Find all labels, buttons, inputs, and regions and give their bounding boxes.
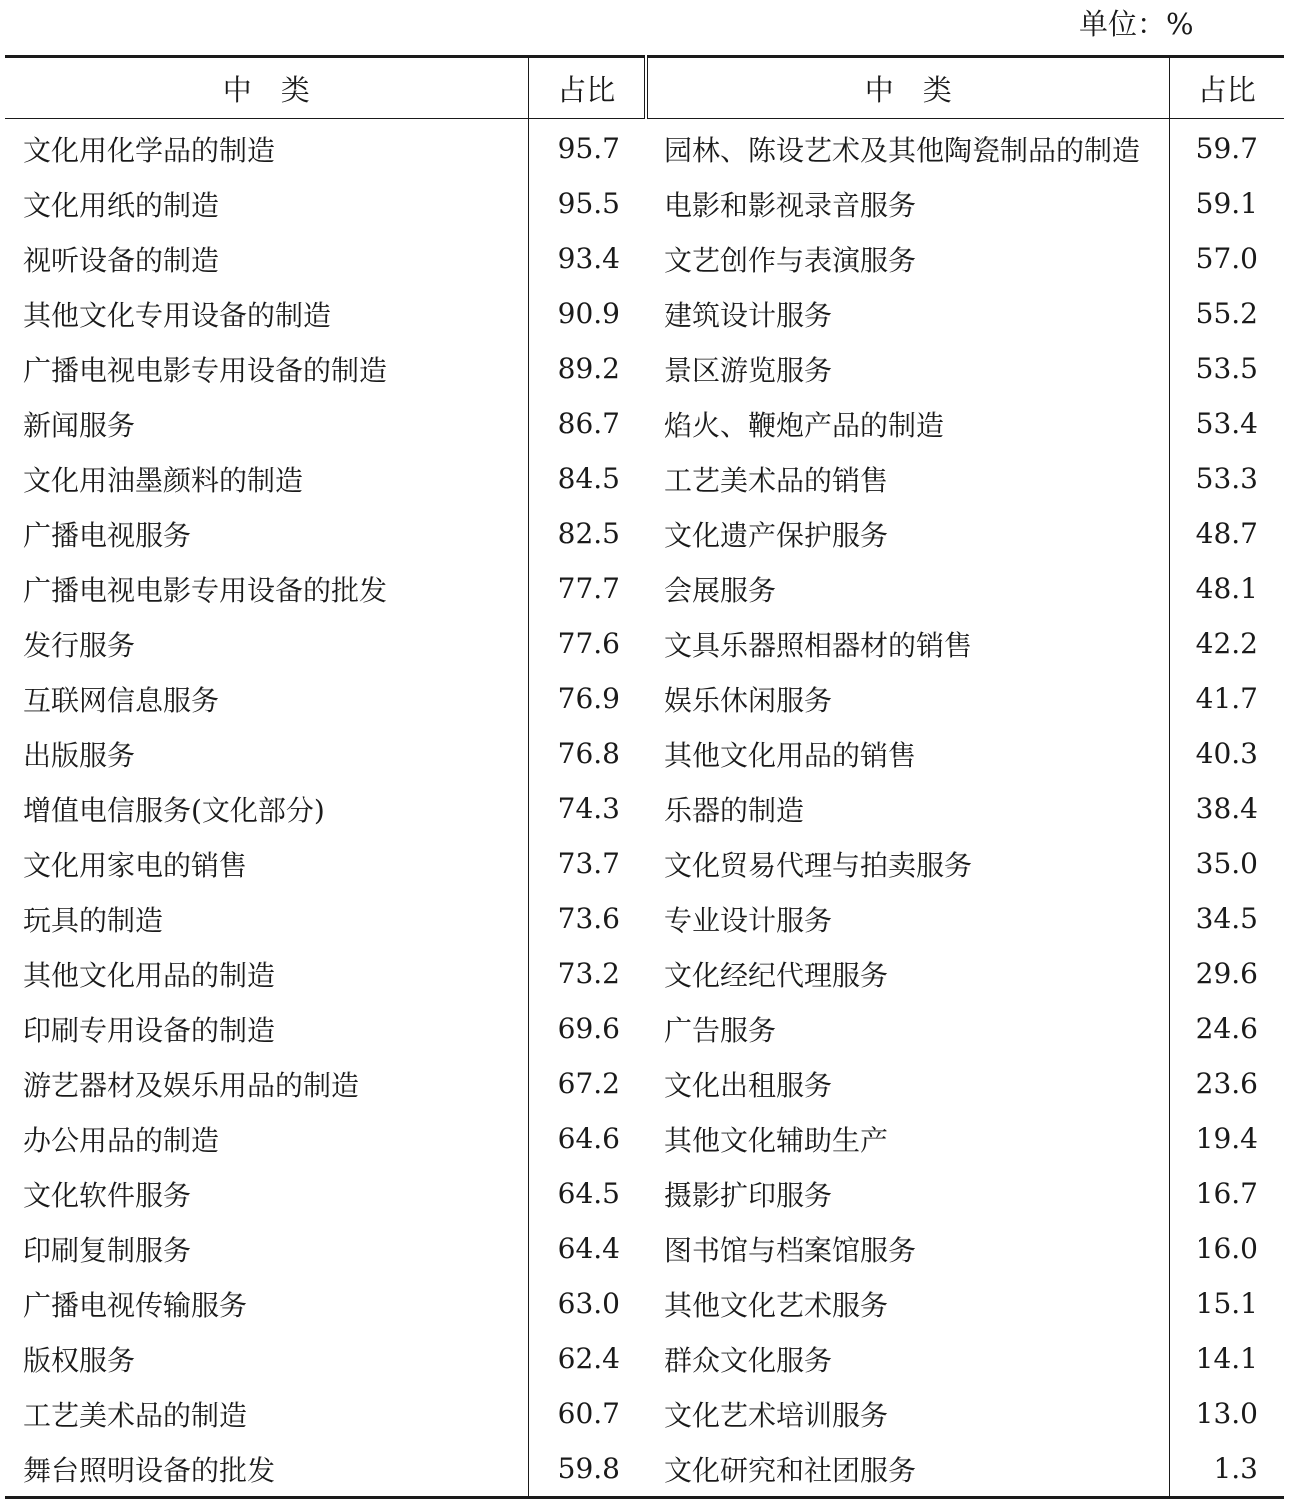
left-category-cell: 广播电视电影专用设备的批发 <box>23 573 388 607</box>
right-category-cell: 焰火、鞭炮产品的制造 <box>664 408 945 442</box>
table-body <box>5 119 1284 1498</box>
left-category-cell: 文化用家电的销售 <box>23 848 248 882</box>
table-row <box>5 231 1284 286</box>
header-share-left: 占比 <box>528 57 646 119</box>
left-category-cell: 舞台照明设备的批发 <box>23 1453 276 1487</box>
table-row <box>5 1166 1284 1221</box>
left-category-cell: 印刷专用设备的制造 <box>23 1013 276 1047</box>
table-row <box>5 836 1284 891</box>
left-share-cell: 73.6 <box>528 891 646 946</box>
table-row <box>5 561 1284 616</box>
right-category-cell: 图书馆与档案馆服务 <box>664 1233 917 1267</box>
header-category-right: 中 类 <box>646 57 1169 119</box>
table-header-row <box>5 57 1284 119</box>
right-share-cell: 15.1 <box>1169 1276 1284 1331</box>
right-share-cell: 42.2 <box>1169 616 1284 671</box>
table-row <box>5 1221 1284 1276</box>
left-category-cell: 其他文化用品的制造 <box>23 958 276 992</box>
right-share-cell: 48.1 <box>1169 561 1284 616</box>
right-share-cell: 13.0 <box>1169 1386 1284 1441</box>
right-share-cell: 1.3 <box>1169 1441 1284 1498</box>
left-category-cell: 发行服务 <box>23 628 136 662</box>
right-category-cell: 文化艺术培训服务 <box>664 1398 889 1432</box>
table-row <box>5 1331 1284 1386</box>
left-share-cell: 64.4 <box>528 1221 646 1276</box>
left-share-cell: 95.7 <box>528 119 646 177</box>
right-category-cell: 园林、陈设艺术及其他陶瓷制品的制造 <box>664 133 1141 167</box>
header-share-right: 占比 <box>1169 57 1284 119</box>
right-category-cell: 文艺创作与表演服务 <box>664 243 917 277</box>
table-row <box>5 176 1284 231</box>
table-row <box>5 1386 1284 1441</box>
right-category-cell: 会展服务 <box>664 573 777 607</box>
table-row <box>5 726 1284 781</box>
right-share-cell: 23.6 <box>1169 1056 1284 1111</box>
left-share-cell: 74.3 <box>528 781 646 836</box>
left-share-cell: 95.5 <box>528 176 646 231</box>
left-category-cell: 视听设备的制造 <box>23 243 220 277</box>
right-category-cell: 建筑设计服务 <box>664 298 833 332</box>
right-share-cell: 14.1 <box>1169 1331 1284 1386</box>
table-row <box>5 1276 1284 1331</box>
left-category-cell: 广播电视传输服务 <box>23 1288 248 1322</box>
right-category-cell: 文化贸易代理与拍卖服务 <box>664 848 973 882</box>
right-category-cell: 其他文化用品的销售 <box>664 738 917 772</box>
left-share-cell: 69.6 <box>528 1001 646 1056</box>
left-share-cell: 64.6 <box>528 1111 646 1166</box>
left-share-cell: 76.9 <box>528 671 646 726</box>
right-share-cell: 16.7 <box>1169 1166 1284 1221</box>
left-share-cell: 60.7 <box>528 1386 646 1441</box>
right-share-cell: 53.5 <box>1169 341 1284 396</box>
right-share-cell: 34.5 <box>1169 891 1284 946</box>
table-row <box>5 1441 1284 1498</box>
right-share-cell: 41.7 <box>1169 671 1284 726</box>
right-category-cell: 乐器的制造 <box>664 793 805 827</box>
right-share-cell: 19.4 <box>1169 1111 1284 1166</box>
left-category-cell: 文化用油墨颜料的制造 <box>23 463 304 497</box>
header-category-left: 中 类 <box>5 57 528 119</box>
right-category-cell: 摄影扩印服务 <box>664 1178 833 1212</box>
right-share-cell: 59.1 <box>1169 176 1284 231</box>
table-row <box>5 1001 1284 1056</box>
table-row <box>5 396 1284 451</box>
left-category-cell: 增值电信服务(文化部分) <box>23 793 325 827</box>
table-row <box>5 1111 1284 1166</box>
left-category-cell: 广播电视电影专用设备的制造 <box>23 353 388 387</box>
right-share-cell: 48.7 <box>1169 506 1284 561</box>
right-share-cell: 24.6 <box>1169 1001 1284 1056</box>
right-category-cell: 其他文化艺术服务 <box>664 1288 889 1322</box>
left-share-cell: 90.9 <box>528 286 646 341</box>
left-category-cell: 出版服务 <box>23 738 136 772</box>
left-share-cell: 89.2 <box>528 341 646 396</box>
category-share-table <box>5 55 1284 1499</box>
right-category-cell: 景区游览服务 <box>664 353 833 387</box>
right-category-cell: 文化出租服务 <box>664 1068 833 1102</box>
right-share-cell: 38.4 <box>1169 781 1284 836</box>
left-category-cell: 印刷复制服务 <box>23 1233 192 1267</box>
left-category-cell: 文化用纸的制造 <box>23 188 220 222</box>
right-category-cell: 专业设计服务 <box>664 903 833 937</box>
right-share-cell: 57.0 <box>1169 231 1284 286</box>
right-category-cell: 电影和影视录音服务 <box>664 188 917 222</box>
table-row <box>5 781 1284 836</box>
right-share-cell: 53.4 <box>1169 396 1284 451</box>
left-category-cell: 版权服务 <box>23 1343 136 1377</box>
left-category-cell: 玩具的制造 <box>23 903 164 937</box>
left-share-cell: 59.8 <box>528 1441 646 1498</box>
left-category-cell: 文化软件服务 <box>23 1178 192 1212</box>
left-share-cell: 73.7 <box>528 836 646 891</box>
right-category-cell: 广告服务 <box>664 1013 777 1047</box>
table-row <box>5 119 1284 177</box>
right-category-cell: 文具乐器照相器材的销售 <box>664 628 973 662</box>
right-share-cell: 16.0 <box>1169 1221 1284 1276</box>
right-share-cell: 35.0 <box>1169 836 1284 891</box>
left-share-cell: 77.7 <box>528 561 646 616</box>
right-share-cell: 53.3 <box>1169 451 1284 506</box>
left-category-cell: 其他文化专用设备的制造 <box>23 298 332 332</box>
left-category-cell: 工艺美术品的制造 <box>23 1398 248 1432</box>
table-row <box>5 341 1284 396</box>
unit-label: 单位：% <box>1079 7 1194 41</box>
right-category-cell: 文化遗产保护服务 <box>664 518 889 552</box>
right-share-cell: 59.7 <box>1169 119 1284 177</box>
table-row <box>5 616 1284 671</box>
left-category-cell: 互联网信息服务 <box>23 683 220 717</box>
right-category-cell: 文化经纪代理服务 <box>664 958 889 992</box>
left-share-cell: 77.6 <box>528 616 646 671</box>
table-row <box>5 286 1284 341</box>
left-share-cell: 67.2 <box>528 1056 646 1111</box>
table-row <box>5 671 1284 726</box>
right-share-cell: 40.3 <box>1169 726 1284 781</box>
right-share-cell: 29.6 <box>1169 946 1284 1001</box>
left-share-cell: 76.8 <box>528 726 646 781</box>
left-share-cell: 86.7 <box>528 396 646 451</box>
left-category-cell: 新闻服务 <box>23 408 136 442</box>
left-share-cell: 93.4 <box>528 231 646 286</box>
table-row <box>5 506 1284 561</box>
table-row <box>5 1056 1284 1111</box>
right-category-cell: 娱乐休闲服务 <box>664 683 833 717</box>
left-share-cell: 73.2 <box>528 946 646 1001</box>
right-category-cell: 群众文化服务 <box>664 1343 833 1377</box>
table-row <box>5 451 1284 506</box>
left-share-cell: 62.4 <box>528 1331 646 1386</box>
left-share-cell: 82.5 <box>528 506 646 561</box>
left-share-cell: 63.0 <box>528 1276 646 1331</box>
table-row <box>5 946 1284 1001</box>
left-category-cell: 办公用品的制造 <box>23 1123 220 1157</box>
left-category-cell: 文化用化学品的制造 <box>23 133 276 167</box>
right-category-cell: 工艺美术品的销售 <box>664 463 889 497</box>
left-share-cell: 64.5 <box>528 1166 646 1221</box>
right-category-cell: 其他文化辅助生产 <box>664 1123 889 1157</box>
left-category-cell: 广播电视服务 <box>23 518 192 552</box>
left-category-cell: 游艺器材及娱乐用品的制造 <box>23 1068 360 1102</box>
right-share-cell: 55.2 <box>1169 286 1284 341</box>
right-category-cell: 文化研究和社团服务 <box>664 1453 917 1487</box>
left-share-cell: 84.5 <box>528 451 646 506</box>
table-row <box>5 891 1284 946</box>
